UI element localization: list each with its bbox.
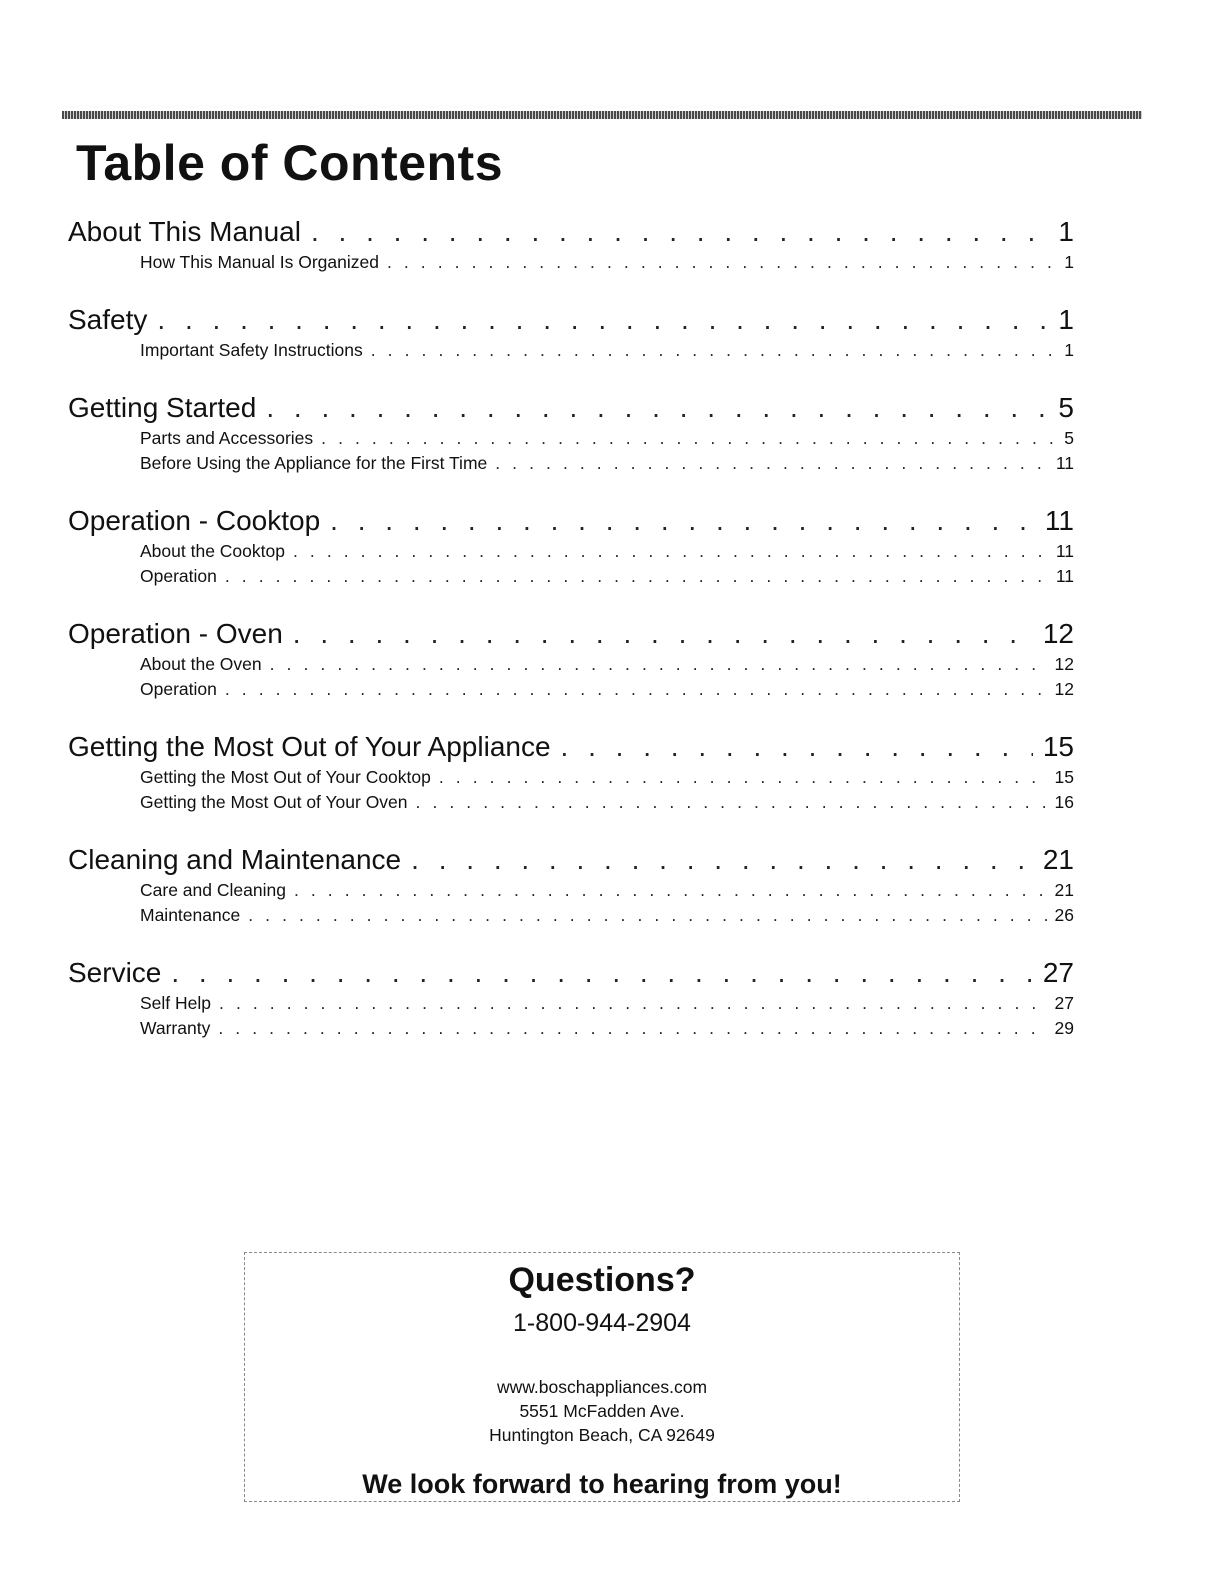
toc-subentry-page: 1 [1064, 340, 1074, 360]
toc-entry[interactable] [68, 503, 1074, 539]
table-of-contents [68, 214, 1074, 1068]
toc-entry-page: 21 [1042, 844, 1074, 875]
toc-entry[interactable] [68, 302, 1074, 338]
toc-entry[interactable] [68, 842, 1074, 878]
toc-entry[interactable] [68, 955, 1074, 991]
toc-entry-title: Service [68, 957, 162, 988]
dot-leader [311, 214, 1048, 250]
dot-leader [225, 677, 1047, 702]
dot-leader [387, 250, 1056, 275]
toc-subentry-title: Care and Cleaning [140, 880, 286, 900]
toc-subentry-page: 11 [1055, 453, 1074, 473]
toc-entry-title: Getting Started [68, 392, 257, 423]
toc-section [68, 616, 1074, 702]
dot-leader [294, 878, 1047, 903]
dot-leader [157, 302, 1048, 338]
toc-subentry[interactable] [68, 765, 1074, 790]
toc-subentry-title: About the Cooktop [140, 541, 285, 561]
toc-subentry-title: Getting the Most Out of Your Oven [140, 792, 408, 812]
toc-entry-title: Cleaning and Maintenance [68, 844, 402, 875]
toc-entry-page: 27 [1042, 957, 1074, 988]
dot-leader [561, 729, 1033, 765]
toc-entry-title: Operation - Cooktop [68, 505, 321, 536]
toc-subentry[interactable] [68, 991, 1074, 1016]
contact-street: 5551 McFadden Ave. [519, 1401, 685, 1421]
toc-entry-title: Operation - Oven [68, 618, 283, 649]
toc-subentry[interactable] [68, 426, 1074, 451]
toc-subentry-title: Getting the Most Out of Your Cooktop [140, 767, 431, 787]
toc-entry-page: 1 [1058, 304, 1074, 335]
toc-subentry[interactable] [68, 451, 1074, 476]
dot-leader [171, 955, 1032, 991]
toc-subentry[interactable] [68, 652, 1074, 677]
toc-subentry-page: 5 [1064, 428, 1074, 448]
dot-leader [219, 991, 1047, 1016]
contact-heading: Questions? [508, 1261, 696, 1299]
dot-leader [330, 503, 1035, 539]
toc-subentry[interactable] [68, 250, 1074, 275]
dot-leader [293, 616, 1033, 652]
toc-subentry-page: 21 [1054, 880, 1074, 900]
toc-subentry-page: 11 [1055, 541, 1074, 561]
dot-leader [218, 1016, 1046, 1041]
toc-subentry-title: How This Manual Is Organized [140, 252, 379, 272]
toc-entry-page: 12 [1042, 618, 1074, 649]
toc-entry[interactable] [68, 214, 1074, 250]
dot-leader [225, 564, 1048, 589]
toc-section [68, 955, 1074, 1041]
toc-subentry-title: Operation [140, 566, 217, 586]
toc-entry-title: About This Manual [68, 216, 301, 247]
toc-entry-page: 15 [1042, 731, 1074, 762]
dot-leader [416, 790, 1047, 815]
dot-leader [248, 903, 1046, 928]
toc-section [68, 214, 1074, 275]
contact-city: Huntington Beach, CA 92649 [489, 1425, 715, 1445]
dot-leader [411, 842, 1033, 878]
toc-section [68, 842, 1074, 928]
toc-subentry-title: Maintenance [140, 905, 241, 925]
toc-subentry-title: Warranty [140, 1018, 211, 1038]
toc-subentry-page: 15 [1054, 767, 1074, 787]
toc-subentry-page: 12 [1054, 654, 1074, 674]
contact-phone: 1-800-944-2904 [513, 1309, 691, 1337]
toc-subentry-page: 27 [1054, 993, 1074, 1013]
contact-closing: We look forward to hearing from you! [362, 1469, 842, 1499]
toc-subentry[interactable] [68, 564, 1074, 589]
toc-subentry-title: Before Using the Appliance for the First Time [140, 453, 488, 473]
toc-section [68, 729, 1074, 815]
contact-website[interactable]: www.boschappliances.com [496, 1377, 708, 1397]
toc-subentry[interactable] [68, 790, 1074, 815]
toc-subentry[interactable] [68, 338, 1074, 363]
toc-subentry-title: Self Help [140, 993, 212, 1013]
dot-leader [270, 652, 1047, 677]
toc-subentry-title: Operation [140, 679, 217, 699]
toc-section [68, 503, 1074, 589]
toc-entry-title: Getting the Most Out of Your Appliance [68, 731, 551, 762]
dot-leader [495, 451, 1048, 476]
toc-subentry[interactable] [68, 903, 1074, 928]
header-rule [62, 111, 1142, 119]
toc-subentry[interactable] [68, 539, 1074, 564]
page-title: Table of Contents [76, 135, 504, 191]
toc-entry[interactable] [68, 729, 1074, 765]
dot-leader [439, 765, 1047, 790]
dot-leader [266, 390, 1048, 426]
toc-subentry[interactable] [68, 677, 1074, 702]
toc-subentry-page: 12 [1054, 679, 1074, 699]
dot-leader [321, 426, 1056, 451]
toc-subentry-page: 1 [1064, 252, 1074, 272]
toc-subentry-title: Parts and Accessories [140, 428, 314, 448]
toc-entry[interactable] [68, 390, 1074, 426]
dot-leader [293, 539, 1048, 564]
toc-subentry-page: 29 [1054, 1018, 1074, 1038]
toc-section [68, 390, 1074, 476]
toc-subentry-page: 11 [1055, 566, 1074, 586]
toc-entry-page: 1 [1058, 216, 1074, 247]
dot-leader [371, 338, 1057, 363]
toc-entry-page: 11 [1044, 505, 1074, 536]
toc-subentry-title: About the Oven [140, 654, 262, 674]
toc-entry-page: 5 [1058, 392, 1074, 423]
toc-subentry[interactable] [68, 878, 1074, 903]
toc-entry-title: Safety [68, 304, 148, 335]
toc-subentry[interactable] [68, 1016, 1074, 1041]
toc-subentry-page: 16 [1054, 792, 1074, 812]
toc-subentry-page: 26 [1054, 905, 1074, 925]
toc-entry[interactable] [68, 616, 1074, 652]
toc-subentry-title: Important Safety Instructions [140, 340, 363, 360]
contact-box [244, 1252, 960, 1502]
toc-section [68, 302, 1074, 363]
